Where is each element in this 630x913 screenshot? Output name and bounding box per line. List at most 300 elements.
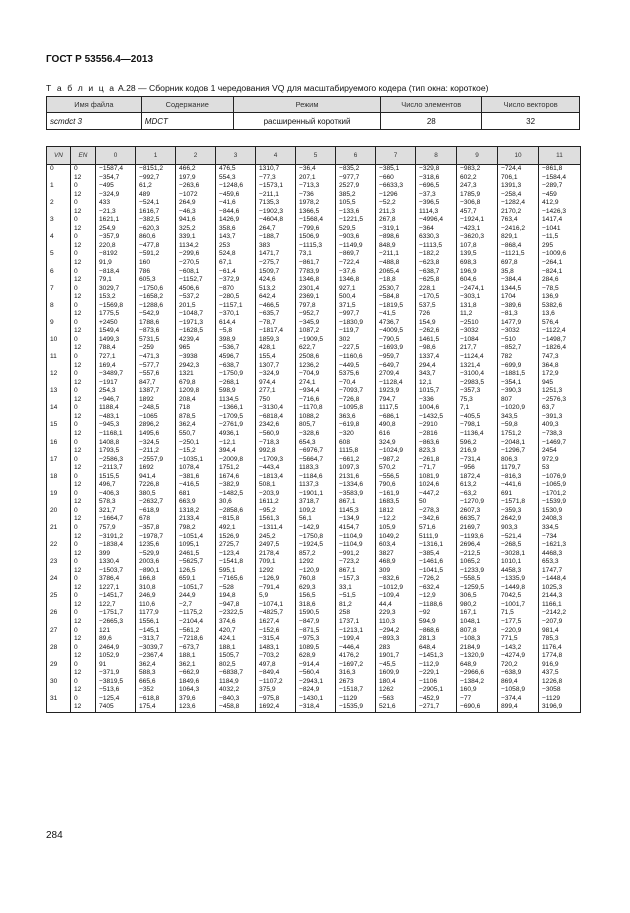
table-cell: 0	[71, 216, 96, 225]
table-cell: 1097,3	[336, 464, 376, 473]
table-cell: 0	[71, 524, 96, 533]
table-cell: −459,6	[216, 191, 256, 200]
table-cell: 2133,4	[176, 515, 216, 524]
table-cell: −359,3	[498, 507, 539, 516]
table-row	[47, 644, 581, 653]
table-cell: 12	[71, 276, 96, 285]
table-cell: 383	[256, 242, 296, 251]
table-cell: −560,9	[256, 430, 296, 439]
table-cell: 12	[71, 447, 96, 456]
table-cell: 169,4	[96, 362, 136, 371]
table-cell: −8192	[96, 250, 136, 259]
table-cell: −840,3	[216, 695, 256, 704]
table-cell: −199,4	[336, 635, 376, 644]
table-cell: 4936,1	[216, 430, 256, 439]
table-cell: −798,1	[457, 421, 498, 430]
table-cell: −1149,9	[336, 242, 376, 251]
table-cell: −41,6	[216, 199, 256, 208]
table-cell: 362,4	[176, 421, 216, 430]
table-cell: 267,8	[376, 216, 416, 225]
table-cell: 805,7	[296, 421, 336, 430]
table-cell: −1573,1	[256, 182, 296, 191]
table-cell: 1307,7	[256, 362, 296, 371]
table-cell: 965	[176, 344, 216, 353]
table-cell: 188,1	[176, 652, 216, 661]
table-cell: −320	[336, 430, 376, 439]
table-cell: 2065,4	[376, 268, 416, 277]
table-cell: −824,9	[296, 686, 336, 695]
table-cell: 2184,9	[457, 644, 498, 653]
table-cell: 1010,1	[498, 558, 539, 567]
table-cell: 916,9	[539, 661, 581, 670]
table-row	[47, 515, 581, 524]
table-cell: 788,4	[96, 344, 136, 353]
table-cell: 228,1	[416, 285, 457, 294]
table-row	[47, 541, 581, 550]
table-cell: 521,6	[376, 703, 416, 712]
table-cell: −6976,7	[296, 447, 336, 456]
table-cell: 927,1	[336, 285, 376, 294]
table-cell: −5625,7	[176, 558, 216, 567]
table-cell: −1113,5	[416, 242, 457, 251]
table-cell: 0	[71, 165, 96, 174]
table-cell: 172,9	[539, 370, 581, 379]
table-cell: 513,2	[256, 285, 296, 294]
table-cell: 12	[71, 703, 96, 712]
table-cell: −1426,3	[539, 208, 581, 217]
table-cell: 489	[136, 191, 176, 200]
table-cell: 7226,8	[136, 481, 176, 490]
table-cell: 1226,8	[539, 678, 581, 687]
table-cell: −3489,7	[96, 370, 136, 379]
table-cell: −1813,4	[256, 473, 296, 482]
table-cell: 246,9	[136, 592, 176, 601]
table-row	[47, 678, 581, 687]
table-cell: 1901,7	[376, 652, 416, 661]
table-cell: −513,6	[96, 686, 136, 695]
table-cell: 143,7	[216, 233, 256, 242]
table-cell: 1292	[256, 567, 296, 576]
table-cell: −133,6	[336, 208, 376, 217]
table-cell: 12	[71, 344, 96, 353]
table-cell: −270,5	[176, 259, 216, 268]
table-cell: −125,4	[96, 695, 136, 704]
table-cell: 2696,4	[457, 541, 498, 550]
table-cell: −458,8	[216, 703, 256, 712]
table-cell: 0	[71, 285, 96, 294]
table-cell: −1750,9	[216, 370, 256, 379]
table-cell: 4596,7	[216, 353, 256, 362]
table-cell: 760,8	[296, 575, 336, 584]
table-cell: 63,7	[539, 404, 581, 413]
table-cell: 20	[47, 507, 71, 516]
table-cell: 1692	[136, 464, 176, 473]
table-cell: −120,9	[296, 567, 336, 576]
table-cell: 576,4	[539, 319, 581, 328]
column-header: 5	[296, 147, 336, 165]
table-cell: 0	[71, 250, 96, 259]
table-cell: 7042,5	[498, 592, 539, 601]
table-cell: −1568,4	[296, 216, 336, 225]
table-cell	[47, 618, 71, 627]
table-cell: −1041	[539, 225, 581, 234]
table-cell: 1609,9	[376, 669, 416, 678]
table-cell: 1590,5	[296, 609, 336, 618]
table-cell: −318,4	[296, 703, 336, 712]
table-cell: 614,4	[216, 319, 256, 328]
table-cell: 1166,1	[539, 601, 581, 610]
table-cell: 629,3	[296, 584, 336, 593]
table-cell: 757,9	[96, 524, 136, 533]
column-header: 3	[216, 147, 256, 165]
table-cell: 974,4	[256, 379, 296, 388]
table-cell: 750	[256, 396, 296, 405]
table-cell: −997,7	[336, 310, 376, 319]
table-cell: 0	[71, 678, 96, 687]
table-cell: 91,9	[96, 259, 136, 268]
table-cell: 1344,5	[498, 285, 539, 294]
table-cell: −2009,8	[216, 456, 256, 465]
table-cell: −718,3	[256, 439, 296, 448]
table-cell: 0	[71, 404, 96, 413]
table-cell: 524,8	[216, 250, 256, 259]
table-cell: 1774,8	[539, 652, 581, 661]
table-cell: 550,7	[176, 430, 216, 439]
table-cell: −1366,1	[216, 404, 256, 413]
table-cell: 941,6	[176, 216, 216, 225]
table-cell: 424,1	[216, 635, 256, 644]
table-cell: −1449,8	[498, 584, 539, 593]
table-cell: −63,2	[457, 490, 498, 499]
table-cell: −871,5	[296, 627, 336, 636]
table-cell: 339,1	[176, 233, 216, 242]
table-cell: −1498,7	[539, 336, 581, 345]
table-cell: 1048,1	[457, 618, 498, 627]
table-cell: −529,9	[136, 550, 176, 559]
table-cell: 457,7	[457, 208, 498, 217]
table-cell: −1129	[336, 695, 376, 704]
table-cell: 12	[71, 191, 96, 200]
table-cell: −662,9	[176, 669, 216, 678]
table-cell: −1311,4	[256, 524, 296, 533]
table-cell: −956	[457, 464, 498, 473]
table-cell: 362,4	[136, 661, 176, 670]
table-cell: 1137,3	[296, 481, 336, 490]
table-cell: 1849,6	[176, 678, 216, 687]
table-cell: −1838,4	[96, 541, 136, 550]
table-cell: 295	[539, 242, 581, 251]
table-cell: 11	[47, 353, 71, 362]
table-cell: −134,9	[336, 515, 376, 524]
code-table-body	[47, 165, 581, 713]
table-cell: −934,4	[296, 387, 336, 396]
table-cell: 26	[47, 609, 71, 618]
table-cell: 981,4	[539, 627, 581, 636]
table-cell: 1134,2	[176, 242, 216, 251]
table-cell: −852,7	[498, 344, 539, 353]
table-cell: 1235,6	[136, 541, 176, 550]
table-cell	[47, 191, 71, 200]
table-cell: −1233,9	[457, 567, 498, 576]
table-cell: −608,1	[176, 268, 216, 277]
table-cell: −81,3	[498, 310, 539, 319]
table-cell: −1136,4	[457, 430, 498, 439]
table-cell: 1049,2	[376, 533, 416, 542]
table-cell: 12	[71, 584, 96, 593]
table-cell: −1924,1	[457, 216, 498, 225]
column-header: 7	[376, 147, 416, 165]
table-cell: 681	[176, 490, 216, 499]
table-cell: 0	[71, 268, 96, 277]
table-cell: 1483,1	[256, 644, 296, 653]
table-cell: 790,6	[376, 481, 416, 490]
table-cell: −1296,7	[498, 447, 539, 456]
table-cell: 794,7	[376, 396, 416, 405]
table-cell: −1115,3	[296, 242, 336, 251]
table-cell: −4604,8	[256, 216, 296, 225]
table-cell: −112,9	[416, 661, 457, 670]
table-cell: −625,8	[416, 276, 457, 285]
table-cell: 476,5	[216, 165, 256, 174]
table-cell: 358,6	[216, 225, 256, 234]
table-cell: 709,1	[256, 558, 296, 567]
table-cell: 122,7	[96, 601, 136, 610]
table-cell: 4176,2	[336, 652, 376, 661]
table-row	[47, 490, 581, 499]
table-cell: 945	[539, 379, 581, 388]
table-cell: −849,4	[256, 669, 296, 678]
table-cell: −1051,7	[176, 584, 216, 593]
table-cell: 2642,9	[498, 515, 539, 524]
table-cell: −37,6	[336, 268, 376, 277]
table-cell: 281,3	[416, 635, 457, 644]
table-cell: 75,3	[457, 396, 498, 405]
table-cell: −983,2	[457, 165, 498, 174]
table-cell: −315,4	[256, 635, 296, 644]
table-cell: 2942,3	[176, 362, 216, 371]
table-cell: −649,7	[376, 362, 416, 371]
table-cell: −3058	[539, 686, 581, 695]
table-cell: −2416,2	[498, 225, 539, 234]
table-cell: 153,2	[96, 293, 136, 302]
table-cell: −799,6	[296, 225, 336, 234]
table-cell: 807	[498, 396, 539, 405]
table-cell: 216,9	[457, 447, 498, 456]
table-cell: −1282,4	[498, 199, 539, 208]
column-header: 8	[416, 147, 457, 165]
caption-text: A.28 — Сборник кодов 1 чередования VQ для масштабируемого кодера (тип окна: короткое)	[117, 83, 489, 93]
table-row	[47, 567, 581, 576]
table-cell: −722,4	[336, 259, 376, 268]
table-cell: 109,2	[296, 507, 336, 516]
table-cell: −736	[296, 191, 336, 200]
table-cell: −78,7	[256, 319, 296, 328]
table-cell: 0	[71, 319, 96, 328]
table-cell: 1751,2	[498, 430, 539, 439]
table-cell: 71,5	[498, 609, 539, 618]
table-cell: 1692,4	[256, 703, 296, 712]
table-cell: −1628,5	[176, 327, 216, 336]
table-cell: −2474,1	[457, 285, 498, 294]
table-cell: 5111,9	[416, 533, 457, 542]
table-cell: −303,1	[457, 293, 498, 302]
table-cell: −15,2	[176, 447, 216, 456]
table-cell: 869,4	[498, 678, 539, 687]
table-cell: 5375,6	[336, 370, 376, 379]
table-cell: −1709,3	[256, 456, 296, 465]
table-cell: 374,6	[216, 618, 256, 627]
table-cell: 726	[416, 310, 457, 319]
table-cell: 5	[47, 250, 71, 259]
table-cell	[47, 327, 71, 336]
table-cell: 0	[71, 627, 96, 636]
table-cell: 207,1	[296, 174, 336, 183]
table-cell: −861,8	[539, 165, 581, 174]
table-cell: −815,8	[216, 515, 256, 524]
table-cell: 0	[71, 421, 96, 430]
table-cell: 254,3	[96, 387, 136, 396]
table-cell: 588,3	[136, 669, 176, 678]
table-cell: −441,6	[498, 481, 539, 490]
column-header: 11	[539, 147, 581, 165]
table-cell: 12	[71, 259, 96, 268]
table-cell: −1104,9	[336, 533, 376, 542]
table-cell: −1193,6	[457, 533, 498, 542]
table-cell: −423,1	[457, 225, 498, 234]
table-cell: 1859,3	[256, 336, 296, 345]
table-cell: −390,3	[498, 387, 539, 396]
table-cell: 2725,7	[216, 541, 256, 550]
table-cell: 720,2	[498, 661, 539, 670]
table-cell: 107,8	[457, 242, 498, 251]
table-cell: 428,1	[256, 344, 296, 353]
table-cell: −2576,3	[539, 396, 581, 405]
table-cell: 2497,5	[256, 541, 296, 550]
table-row	[47, 225, 581, 234]
table-cell: −1051,4	[176, 533, 216, 542]
table-cell: 89,6	[96, 635, 136, 644]
table-cell: 1785,9	[457, 191, 498, 200]
table-cell: 1	[47, 182, 71, 191]
table-cell: −2104,4	[176, 618, 216, 627]
table-cell: 379,6	[176, 695, 216, 704]
table-cell: −1451,7	[96, 592, 136, 601]
table-cell: −3032	[457, 327, 498, 336]
table-cell: 899,4	[498, 703, 539, 712]
table-cell: −1188,6	[416, 601, 457, 610]
table-cell: −870	[216, 285, 256, 294]
table-row	[47, 703, 581, 712]
table-cell: −734	[539, 533, 581, 542]
table-cell: −5664,7	[296, 456, 336, 465]
table-cell: 2508,6	[296, 353, 336, 362]
table-cell: 1793,5	[96, 447, 136, 456]
table-cell: −1539,9	[539, 498, 581, 507]
table-cell: −1129	[539, 695, 581, 704]
table-cell: 537,5	[416, 302, 457, 311]
table-cell: 1978,2	[296, 199, 336, 208]
table-cell: −716,6	[296, 396, 336, 405]
table-cell: 12	[71, 498, 96, 507]
standard-header: ГОСТ Р 53556.4—2013	[46, 54, 154, 65]
table-cell	[47, 276, 71, 285]
table-cell: 1065,2	[457, 558, 498, 567]
table-row	[47, 481, 581, 490]
info-header-filename: Имя файла	[47, 97, 142, 113]
table-cell: −561,2	[176, 627, 216, 636]
table-cell: −342,6	[416, 515, 457, 524]
table-cell: −563	[376, 695, 416, 704]
table-row	[47, 191, 581, 200]
table-cell	[47, 652, 71, 661]
table-cell: 7,1	[457, 404, 498, 413]
table-cell: 1310,7	[256, 165, 296, 174]
table-cell	[47, 635, 71, 644]
table-cell: 24	[47, 575, 71, 584]
table-cell: −1074,1	[256, 601, 296, 610]
table-cell: 2527,9	[336, 182, 376, 191]
table-cell: −7093,7	[336, 387, 376, 396]
table-cell: 12	[71, 430, 96, 439]
table-cell: −61,4	[216, 268, 256, 277]
table-cell: −46,3	[176, 208, 216, 217]
table-cell: 616	[376, 430, 416, 439]
table-cell: −577,7	[136, 362, 176, 371]
table-cell: 1089,5	[296, 644, 336, 653]
table-row	[47, 533, 581, 542]
table-cell: −537,2	[176, 293, 216, 302]
table-cell: −690,6	[457, 703, 498, 712]
table-cell: −37,3	[416, 191, 457, 200]
table-cell: 4	[47, 233, 71, 242]
table-cell: −1817,4	[256, 327, 296, 336]
table-row	[47, 447, 581, 456]
table-cell: −1751,7	[96, 609, 136, 618]
table-cell: 2454	[539, 447, 581, 456]
table-cell: 0	[71, 592, 96, 601]
table-cell: 12	[71, 225, 96, 234]
table-cell: −268,5	[498, 541, 539, 550]
table-cell: 0	[71, 609, 96, 618]
table-cell: −352	[136, 686, 176, 695]
table-cell: 363,6	[336, 413, 376, 422]
table-cell: −70,4	[336, 379, 376, 388]
table-cell: −1750,8	[296, 533, 336, 542]
table-cell: 310,8	[136, 584, 176, 593]
table-cell: 3029,7	[96, 285, 136, 294]
table-cell: 867,1	[336, 498, 376, 507]
table-cell: −371,9	[96, 669, 136, 678]
table-cell: 806,3	[498, 456, 539, 465]
table-cell: −556,5	[376, 473, 416, 482]
table-cell: 254,9	[96, 225, 136, 234]
table-cell: 2144,3	[539, 592, 581, 601]
table-cell: 941,4	[136, 473, 176, 482]
table-cell: −914,4	[296, 661, 336, 670]
table-cell: 13,6	[539, 310, 581, 319]
table-cell: 1471,7	[256, 250, 296, 259]
table-cell: 608	[336, 439, 376, 448]
table-cell: 595,1	[216, 567, 256, 576]
table-cell: −1107,2	[256, 678, 296, 687]
table-cell: 1095,1	[176, 541, 216, 550]
table-row	[47, 319, 581, 328]
table-cell: 860,6	[136, 233, 176, 242]
table-cell: 0	[71, 353, 96, 362]
table-cell: 167,1	[457, 609, 498, 618]
table-cell: −382,5	[136, 216, 176, 225]
table-cell: −7218,6	[176, 635, 216, 644]
